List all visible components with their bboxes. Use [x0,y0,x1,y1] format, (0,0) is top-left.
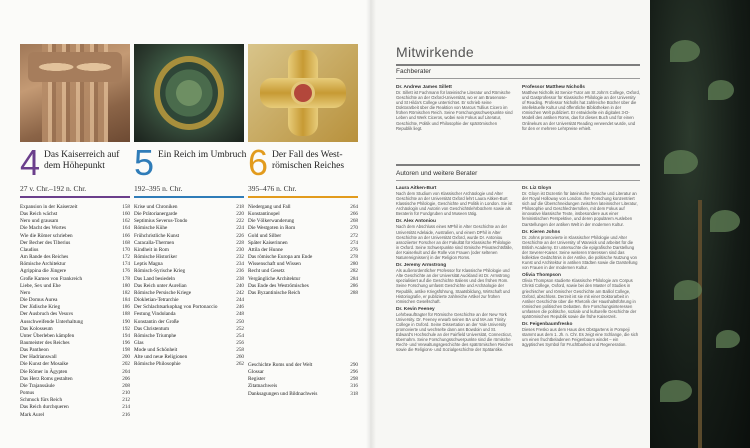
toc-entry-title: Krise und Chroniken [134,204,178,210]
toc-entry-title: Der Hadrianswall [20,354,57,361]
toc-entry-title: Claudius [20,246,39,253]
toc-entry [20,240,130,247]
toc-entry-page: 178 [122,275,130,282]
toc-entry [20,268,130,275]
toc-entry-page: 182 [122,289,130,296]
toc-entry-page: 162 [122,218,130,225]
toc-entry-title: Frühchristliche Kunst [134,232,180,239]
toc-entry [248,391,358,398]
toc-entry-title: Die Macht des Wortes [20,225,67,232]
section-divider [134,196,244,198]
section-number: 5 [134,142,155,183]
contributor-name: Olivia Thompson [522,273,561,279]
toc-entry [134,211,244,218]
toc-entry-title: Römisch-Syrische Krieg [134,268,186,275]
toc-entry-title: Das Reich wächst [20,211,58,218]
autoren-heading: Autoren und weitere Berater [396,170,478,177]
toc-entry-page: 166 [122,232,130,239]
toc-entry-page: 170 [122,246,130,253]
toc-entry-title: Register [248,376,266,383]
toc-entry-page: 256 [236,339,244,346]
toc-entry-page: 242 [236,289,244,296]
toc-entry [134,204,244,211]
toc-entry-page: 188 [122,311,130,318]
contributor-name: Professor Matthew Nicholls [522,85,585,90]
toc-entry-page: 276 [350,246,358,253]
toc-entry [20,233,130,240]
toc-entry [134,254,244,261]
toc-entry-title: Das Pantheon [20,347,49,354]
toc-entry [20,211,130,218]
toc-entry [248,261,358,268]
toc-entry [134,225,244,232]
toc-entry-title: Die Trajanssäule [20,382,55,389]
golden-cross-image [248,44,358,142]
toc-entry-title: Das Christentum [134,325,170,332]
toc-entry [248,276,358,283]
section-divider [248,196,358,198]
toc-entry-page: 224 [236,225,244,232]
toc-entry-title: Die Völkerwanderung [248,218,295,225]
toc-entry-title: Recht und Gesetz [248,268,285,275]
title-rule [396,64,640,66]
contributor-name: Dr. Feigenbaumfresko [522,322,573,328]
toc-appendix [248,362,358,398]
toc-entry-page: 270 [350,225,358,232]
toc-entry-title: Diokletian-Tetrarchie [134,297,179,304]
toc-entry-title: Die Domus Aurea [20,297,58,304]
toc-entry-title: Römische Persische Kriege [134,289,192,296]
fachberater-column-left [396,82,514,131]
toc-entry [20,218,130,225]
section-title: Ein Reich im Umbruch [158,150,247,160]
contributor-name: Dr. Kieren Johns [522,229,561,235]
toc-entry-title: Alte und neue Religionen [134,354,188,361]
toc-entry [134,297,244,304]
toc-entry-page: 208 [122,382,130,389]
fachberater-rule [396,78,640,79]
contributor-name: Dr. Alex Antoniou [396,219,436,225]
toc-entry-title: Römische Architektur [20,261,66,268]
contributor-bio: Matthew Nicholls ist Senior-Tutor am St John's College, Oxford, und Gastprofessor für Klassische Philologie an der University of Reading. Professor Nicholls hat zahlreiche Bücher über die intellektuelle Kultur und öffentliche Bibliotheken in der römischen Welt publiziert. Er entwickelte ein digitales 3-D-Modell des antiken Roms, das für dieses Buch und für einen Onlinekurs an der Universität Reading verwendet wurde, und für den er mehrere Lehrpreise erhielt. [522,90,640,131]
contributor-name: Dr. Jeremy Armstrong [396,263,447,269]
section-range: 192–395 n. Chr. [134,184,183,193]
toc-entry-page: 260 [236,354,244,361]
toc-entry [248,218,358,225]
toc-entry-page: 282 [350,268,358,275]
toc-entry [20,319,130,326]
section-number: 4 [20,142,41,183]
toc-entry-page: 174 [122,261,130,268]
toc-entry-page: 160 [122,211,130,218]
toc-entry-title: Das Herz Roms gestalten [20,375,73,382]
toc-entry-page: 250 [236,318,244,325]
toc-entry-page: 192 [122,325,130,332]
toc-entry-page: 214 [122,404,130,411]
toc-entry-title: Römische Triumphe [134,332,177,339]
section-title: Das Kaiserreich auf dem Höhepunkt [44,150,120,171]
toc-entry-page: 278 [350,254,358,261]
toc-entry-title: Nero und grausam [20,218,59,225]
toc-entry [248,268,358,275]
section-title: Der Fall des Weströmischen Reiches [272,150,345,171]
toc-entry-title: Das Reich unter Aurelian [134,282,187,289]
toc-entry [20,361,130,368]
toc-entry-page: 316 [350,383,358,390]
toc-entry-title: Römische Historiker [134,254,178,261]
autoren-column-left [396,183,514,353]
contributor-bio: Nach dem Abschluss eines MPhil in Alter Geschichte an der Universität Adelaide, Australien, und einem DPhil in Alter Geschichte an der Universität Oxford, wurde Dr. Antoniou assoziierter Forscher an der Fakultät für Klassische Philologie in Oxford. Seine Schwerpunkte sind römische Privatrechtsfälle, der Kaiserkult und die Rolle von Frauen (oder seltenen Naturereignissen) in der Religion Roms. [396,224,513,261]
toc-entry-title: Baumeister des Reiches [20,339,70,346]
toc-entry-title: Schmuck fürs Reich [20,397,63,404]
toc-entry [20,412,130,419]
toc-entry [134,233,244,240]
toc-entry-page: 248 [236,311,244,318]
toc-entry-title: Das Ende des Weströmisches [248,282,309,289]
toc-entry-title: Septimius Severus-Tondo [134,218,188,225]
toc-entry-page: 204 [122,368,130,375]
toc-entry-page: 186 [122,304,130,311]
contributor-bio: Lehrbeauftragter für Römische Geschichte an der New York University. Dr. Feeney erwarb seinen BA und MA am Trinity College in Oxford. Seine Dissertation an der Yale University promovierte und wechselte dann ans Bowdoin und St. Edward's Hochschule an der Fairfield Universität, Connecticut, übernahm. Seine Forschungsschwerpunkte sind die römische Recht- und Verwaltungsgeschichte des spätrömischen Reiches sowie die Religions- und Sozialgeschichte der Spätantike. [396,311,514,353]
contributor-name: Dr. Kevin Feeney [396,306,435,312]
toc-entry-page: 202 [122,361,130,368]
toc-entry [248,290,358,297]
fachberater-heading: Fachberater [396,68,432,75]
toc-entry [20,254,130,261]
toc-entry-page: 272 [350,232,358,239]
toc-section-6 [248,204,358,297]
toc-entry-title: Die Römer in Ägypten [20,368,68,375]
toc-entry-page: 218 [236,204,244,210]
section-range: 27 v. Chr.–192 n. Chr. [20,184,87,193]
toc-entry-title: Ausschweifende Unterhaltung [20,318,83,325]
toc-entry-title: Geschichte Roms und der Welt [248,362,313,368]
toc-entry [134,311,244,318]
toc-entry [20,204,130,211]
contributor-bio: Dr. Sillett ist Fachmann für lateinische Literatur und Römische Geschichte an der Oxford-Universität, wo er am Brasenose- und St Hilda's College unterrichtet. Er schrieb seine Doktorarbeit über die Reaktion von Marcus Tullius Cicero im frühen Römischen Reich. Seine Forschungsschwerpunkte sind Leben und Werk Ciceros, wobei sein Fokus auf Literatur, Geschichte, Politik und Philosophie der spätrömischen Republik liegt. [396,90,513,131]
toc-entry [20,340,130,347]
toc-entry-title: Der Jüdische Krieg [20,304,61,311]
toc-entry-page: 254 [236,332,244,339]
toc-entry-title: Das Land besiedeln [134,275,175,282]
toc-entry-page: 196 [122,339,130,346]
contributor-bio: Nach dem Studium von Klassischer Archäologie und Alter Geschichte an der Universität Oxford lehrt Laura Aitken-Burt Klassische Philologie, Geschichte und Politik in London. Sie ist Archäologin und Autorin von Geschichtslehrbüchern sowie als Beraterin für Fundgruben und Museen tätig. [396,191,513,217]
fachberater-column-right [522,82,640,131]
toc-entry-title: Der Becher des Tiberius [20,239,71,246]
toc-entry-title: Caracalla-Thermen [134,239,175,246]
toc-entry-title: Die Kunst der Mosaike [20,361,69,368]
toc-entry-title: Die Prätorianergarde [134,211,178,218]
capital-sculpture-image [20,44,130,142]
section-number: 6 [248,142,269,183]
toc-entry [20,261,130,268]
toc-entry-title: Unter Überleben kämpfen [20,332,75,339]
toc-entry [134,319,244,326]
toc-entry-page: 180 [122,282,130,289]
toc-entry-title: Glossar [248,369,264,376]
toc-entry-page: 176 [122,268,130,275]
autoren-column-right [522,183,640,347]
toc-entry [248,247,358,254]
toc-entry [134,283,244,290]
toc-entry-title: Festung Vindolanda [134,311,176,318]
toc-entry-title: Glas [134,339,144,346]
toc-entry [20,333,130,340]
toc-entry-title: Das Byzantinische Reich [248,289,301,296]
toc-entry [20,276,130,283]
contributor-name: Dr. Andrew James Sillett [396,85,452,90]
toc-entry [248,383,358,390]
toc-entry-page: 262 [236,361,244,368]
toc-entry-page: 286 [350,282,358,289]
toc-entry-page: 210 [122,390,130,397]
toc-entry-title: Gold und Silber [248,232,282,239]
toc-entry-title: Niedergang und Fall [248,204,291,210]
toc-entry [20,347,130,354]
toc-entry-page: 238 [236,275,244,282]
toc-entry [248,204,358,211]
toc-entry-title: Wie die Römer schrieben [20,232,73,239]
toc-entry-page: 220 [236,211,244,218]
toc-entry [134,268,244,275]
toc-entry-page: 222 [236,218,244,225]
toc-entry [134,290,244,297]
toc-entry [20,297,130,304]
toc-entry [134,276,244,283]
toc-entry-title: Expansion in der Kaiserzeit [20,204,78,210]
toc-section-5 [134,204,244,369]
toc-entry-title: Große Kameo von Frankreich [20,275,83,282]
toc-entry-page: 158 [122,204,130,210]
toc-entry [20,247,130,254]
toc-entry-title: Liebe, Sex und Ehe [20,282,61,289]
toc-entry-page: 200 [122,354,130,361]
toc-entry-page: 172 [122,254,130,261]
toc-entry-title: Agrippina die Jüngere [20,268,67,275]
book-gutter [366,0,376,448]
contributor-name: Laura Aitken-Burt [396,186,437,191]
toc-entry-title: Der Schlachtsarkophag von Portonaccio [134,304,218,311]
toc-entry-title: Leptis Magna [134,261,163,268]
autoren-top-rule [396,164,640,166]
toc-entry [248,362,358,369]
toc-entry-page: 226 [236,232,244,239]
autoren-rule [396,180,640,181]
toc-entry-page: 164 [122,225,130,232]
toc-entry-page: 168 [122,239,130,246]
contributor-bio: Dr. Gloyn ist Dozentin für lateinische Sprache und Literatur an der Royal Holloway von London. Ihre Forschung konzentriert sich auf die Überschneidungen zwischen lateinischer Literatur, Philosophie und Geschlechterrollen, mit dem Fokus auf innovative klassische Texte, insbesondere aus einer feministischen Perspektive, und deren populärem Ausleben Darstellungen der antiken Welt in der modernen Kultur. [522,191,638,227]
toc-entry [20,354,130,361]
toc-entry-page: 296 [350,369,358,376]
toc-entry-page: 234 [236,261,244,268]
toc-entry-page: 246 [236,304,244,311]
toc-entry-page: 266 [350,211,358,218]
fig-tree-fresco-image [650,0,750,448]
contributor-bio: Dr. Johns promovierte in Klassischer Philologie und Alter Geschichte an der University of Warwick und arbeitet für die British Academy. Er untersuchte die epigrafische Darstellung der Severer-Kaiser. Seine weiteren Interessen sind das kollektive Gedächtnis in der Antike, die politische Nutzung von Kunst und Architektur in antiken Städten sowie die Darstellung von Frauen in der modernen Kultur. [522,234,638,271]
toc-entry-page: 318 [350,390,358,397]
toc-entry [20,404,130,411]
toc-entry-page: 274 [350,239,358,246]
toc-entry [20,369,130,376]
toc-entry-title: Konstantin der Große [134,318,179,325]
toc-entry-page: 236 [236,268,244,275]
toc-entry-page: 240 [236,282,244,289]
toc-entry-title: Mark Aurel [20,411,45,418]
toc-entry-title: Mode und Schönheit [134,347,178,354]
contributor-bio: Als außerordentlicher Professor für Klassische Philologie und Alte Geschichte an der Universität Auckland ist Dr. Armstrong spezialisiert auf die Geschichte Italiens und des frühen Rom. Seine Forschung umfasst Geschichte und Archäologie der Republik, antike Kriegsführung, Staatsbildung, Wirtschaft und Historiografie, er publizierte zahlreiche Artikel zur frühen römischen Gesellschaft. [396,268,510,304]
toc-entry [20,283,130,290]
toc-entry [248,225,358,232]
toc-entry-title: Kindheit in Rom [134,246,169,253]
toc-entry-page: 252 [236,325,244,332]
toc-entry [134,247,244,254]
toc-entry-title: Römische Kühe [134,225,168,232]
toc-entry-title: Das Reich durchqueren [20,404,69,411]
toc-entry-page: 232 [236,254,244,261]
toc-entry-title: Die Westgoten in Rom [248,225,296,232]
toc-entry-page: 244 [236,297,244,304]
toc-entry-page: 288 [350,289,358,296]
toc-entry-page: 290 [350,362,358,368]
toc-entry [20,311,130,318]
toc-entry-page: 194 [122,332,130,339]
toc-entry [248,211,358,218]
toc-entry [134,361,244,368]
toc-entry-page: 228 [236,239,244,246]
toc-entry-title: Das Kolosseum [20,325,53,332]
toc-entry-title: Nero [20,289,31,296]
toc-entry-page: 198 [122,347,130,354]
toc-entry-title: Später Kaiserinnen [248,239,288,246]
toc-entry-page: 206 [122,375,130,382]
toc-entry [134,333,244,340]
contributor-name: Dr. Liz Gloyn [522,186,552,191]
toc-entry [134,347,244,354]
toc-entry-page: 298 [350,376,358,383]
toc-entry [20,326,130,333]
toc-entry-title: Wissenschaft und Wissen [248,261,301,268]
toc-entry [134,240,244,247]
toc-entry-page: 184 [122,297,130,304]
toc-entry [134,354,244,361]
toc-section-4 [20,204,130,419]
toc-entry-title: Das römische Europa am Ende [248,254,313,261]
toc-entry [134,304,244,311]
toc-entry-page: 264 [350,204,358,210]
toc-entry-title: Danksagungen und Bildnachweis [248,390,318,397]
toc-entry-page: 284 [350,275,358,282]
toc-entry-page: 258 [236,347,244,354]
toc-entry [20,376,130,383]
toc-entry [248,376,358,383]
toc-entry-title: Vergängliche Architektur [248,275,301,282]
contributor-bio: Olivia Thompson studierte Klassische Philologie am Corpus Christi College, Oxford, sowie bei den Master of Studies in griechischer und römischer Geschichte am Balliol College, Oxford, abschloss. Derzeit ist sie mit einer Doktorarbeit in Antiker Geschichte über die Rhetorik der Haushaltsführung in römischen politischen Debatten. Ihre Forschungsinteressen umfassen die politische, soziale und kulturelle Geschichte der spätrömischen Republik sowie die frühe Kaiserzeit. [522,278,637,319]
toc-entry [20,290,130,297]
section-divider [20,196,130,198]
toc-entry [248,369,358,376]
toc-entry [20,397,130,404]
toc-entry-page: 268 [350,218,358,225]
toc-entry-page: 190 [122,318,130,325]
bronze-flask-image [134,44,244,142]
toc-entry-title: Pomus [20,390,35,397]
toc-entry-page: 230 [236,246,244,253]
toc-entry [248,283,358,290]
toc-entry [134,340,244,347]
toc-entry [20,383,130,390]
toc-entry [134,261,244,268]
toc-entry-title: Römische Philosophie [134,361,181,368]
toc-entry-title: Am Rande des Reiches [20,254,69,261]
toc-entry-page: 212 [122,397,130,404]
toc-entry-title: Attila der Hunne [248,246,283,253]
toc-entry [134,218,244,225]
toc-entry [20,225,130,232]
section-range: 395–476 n. Chr. [248,184,297,193]
toc-entry [134,326,244,333]
toc-entry-title: Konstantinopel [248,211,280,218]
toc-entry-page: 280 [350,261,358,268]
contributors-title: Mitwirkende [396,44,474,60]
contributor-bio: Dieses Fresko aus dem Haus des Obstgartens in Pompeji stammt aus dem 1. Jh. n. Chr. Es zeigt eine Schlange, die sich um einen fruchtbeladenen Feigenbaum windet – ein ägyptisches Symbol für Fruchtbarkeit und Regeneration. [522,327,639,348]
toc-entry-title: Der Ausbruch des Vesuvs [20,311,74,318]
toc-entry [20,304,130,311]
toc-entry [248,233,358,240]
toc-entry-page: 216 [122,411,130,418]
toc-entry-title: Zitatnachweis [248,383,278,390]
toc-entry [248,240,358,247]
